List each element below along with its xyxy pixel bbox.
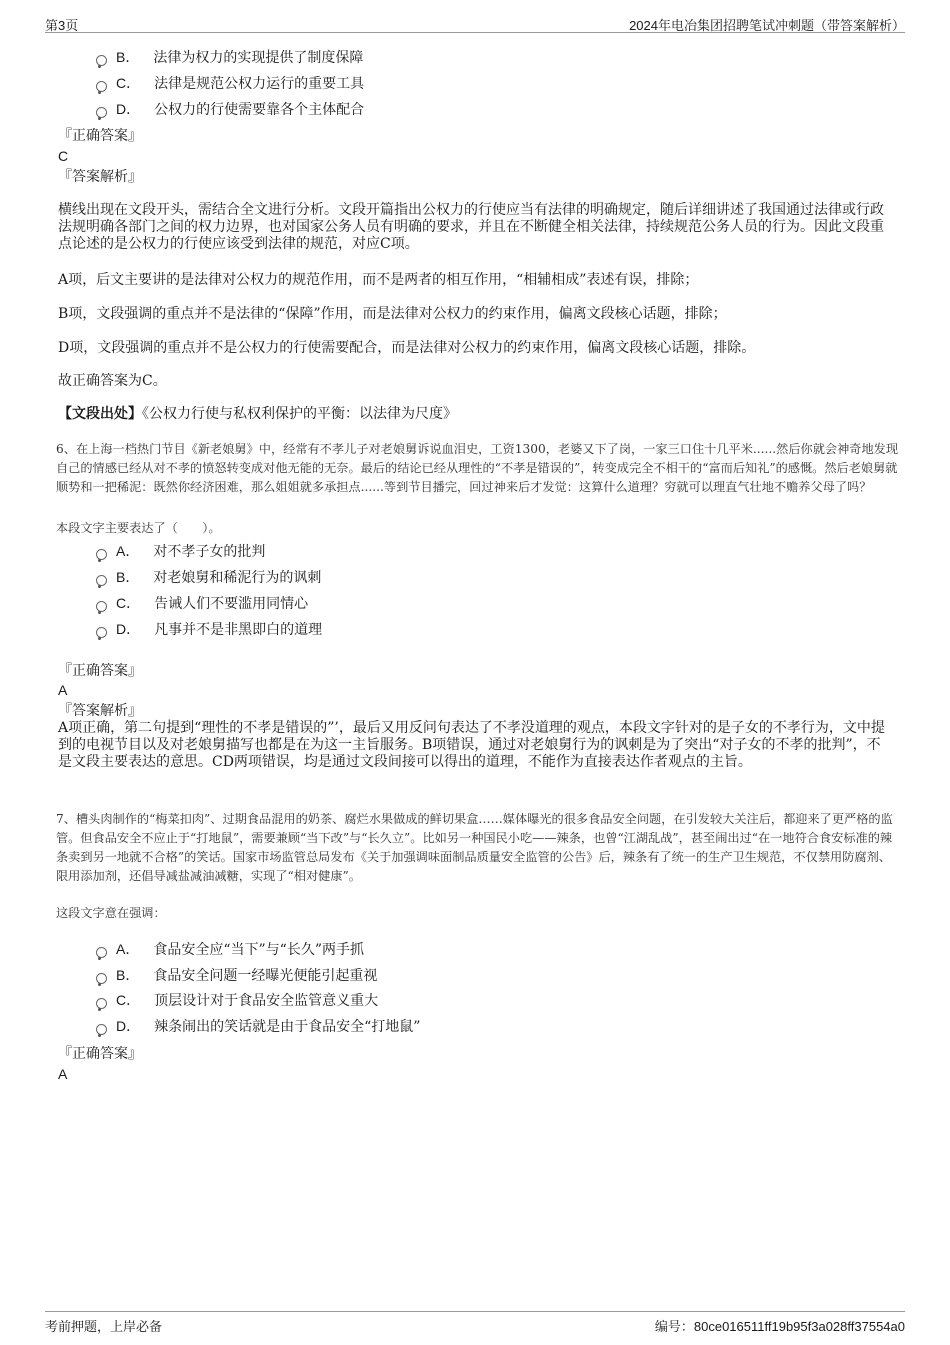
- radio-icon[interactable]: [96, 998, 107, 1009]
- q6-answer: A: [58, 682, 68, 698]
- q5-analysis-label: 『答案解析』: [58, 169, 142, 185]
- q5-answer: C: [58, 148, 69, 164]
- q5-analysis-option-d: D项，文段强调的重点并不是公权力的行使需要配合，而是法律对公权力的约束作用，偏离文段核心话题，排除。: [58, 340, 756, 356]
- q7-stem: 这段文字意在强调：: [56, 906, 166, 920]
- q7-option-b[interactable]: B． 食品安全问题一经曝光便能引起重视: [96, 965, 377, 985]
- q5-option-b[interactable]: B． 法律为权力的实现提供了制度保障: [96, 47, 363, 67]
- q7-option-a[interactable]: A． 食品安全应“当下”与“长久”两手抓: [96, 939, 364, 959]
- radio-icon[interactable]: [96, 575, 107, 586]
- q6-analysis-label: 『答案解析』: [58, 703, 142, 719]
- radio-icon[interactable]: [96, 947, 107, 958]
- q6-option-c[interactable]: C． 告诫人们不要滥用同情心: [96, 593, 308, 613]
- q5-option-c[interactable]: C． 法律是规范公权力运行的重要工具: [96, 73, 364, 93]
- q7-answer-label: 『正确答案』: [58, 1046, 142, 1062]
- radio-icon[interactable]: [96, 81, 107, 92]
- radio-icon[interactable]: [96, 549, 107, 560]
- q5-source: [58, 405, 457, 423]
- q6-option-b[interactable]: B． 对老娘舅和稀泥行为的讽刺: [96, 567, 321, 587]
- radio-icon[interactable]: [96, 627, 107, 638]
- radio-icon[interactable]: [96, 107, 107, 118]
- radio-icon[interactable]: [96, 1024, 107, 1035]
- q6-stem: 本段文字主要表达了（ ）。: [56, 521, 221, 535]
- q7-question: 7、槽头肉制作的“梅菜扣肉”、过期食品混用的奶茶、腐烂水果做成的鲜切果盒……媒体曝光的很多食品安全问题，在引发较大关注后，都迎来了更严格的监管。但食品安全不应止于“打地鼠”，需要兼顾“当下改”与“长久立”。比如另一种国民小吃——辣条，也曾“江湖乱战”，甚至闹出过“在一地符合食安标准的辣条卖到另一地就不合格”的笑话。国家市场监管总局发布《关于加强调味面制品质量安全监管的公告》后，辣条有了统一的生产卫生规范，不仅禁用防腐剂、限用添加剂，还倡导减盐减油减糖，实现了“相对健康”。: [56, 812, 893, 883]
- q5-analysis-paragraph: 横线出现在文段开头，需结合全文进行分析。文段开篇指出公权力的行使应当有法律的明确规定，随后详细讲述了我国通过法律或行政法规明确各部门之间的权力边界，也对国家公务人员有明确的要求，并且在不断健全相关法律，持续规范公务人员的行为。因此文段重点论述的是公权力的行使应该受到法律的规范，对应C项。: [58, 202, 884, 252]
- document-code: 编号：80ce016511ff19b95f3a028ff37554a0: [654, 1319, 905, 1334]
- document-title: 2024年电冶集团招聘笔试冲刺题（带答案解析）: [629, 18, 905, 33]
- q5-answer-label: 『正确答案』: [58, 128, 142, 144]
- source-title: 《公权力行使与私权利保护的平衡：以法律为尺度》: [142, 406, 457, 422]
- q5-option-d[interactable]: D． 公权力的行使需要靠各个主体配合: [96, 99, 364, 119]
- q7-option-d[interactable]: D． 辣条闹出的笑话就是由于食品安全“打地鼠”: [96, 1016, 420, 1036]
- q7-answer: A: [58, 1066, 68, 1082]
- page-footer: [45, 1311, 905, 1334]
- q6-analysis: A项正确，第二句提到“理性的不孝是错误的”’，最后又用反问句表达了不孝没道理的观点，本段文字针对的是子女的不孝行为，文中提到的电视节目以及对老娘舅描写也都是在为这一主旨服务。B项错误，通过对老娘舅行为的讽刺是为了突出“对子女的不孝的批判”，不是文段主要表达的意思。CD两项错误，均是通过文段间接可以得出的道理，不能作为直接表达作者观点的主旨。: [58, 720, 885, 770]
- page-header: [45, 14, 905, 33]
- radio-icon[interactable]: [96, 601, 107, 612]
- q7-option-c[interactable]: C． 顶层设计对于食品安全监管意义重大: [96, 990, 378, 1010]
- footer-slogan: 考前押题，上岸必备: [45, 1319, 163, 1334]
- source-prefix: 【文段出处】: [58, 406, 142, 422]
- q6-option-d[interactable]: D． 凡事并不是非黑即白的道理: [96, 619, 322, 639]
- q6-option-a[interactable]: A． 对不孝子女的批判: [96, 541, 265, 561]
- q5-analysis-conclusion: 故正确答案为C。: [58, 373, 167, 389]
- q6-answer-label: 『正确答案』: [58, 663, 142, 679]
- radio-icon[interactable]: [96, 55, 107, 66]
- q5-analysis-option-b: B项，文段强调的重点并不是法律的“保障”作用，而是法律对公权力的约束作用，偏离文段核心话题，排除；: [58, 306, 727, 322]
- q5-analysis-option-a: A项，后文主要讲的是法律对公权力的规范作用，而不是两者的相互作用，“相辅相成”表述有误，排除；: [58, 272, 699, 288]
- page-number: 第3页: [45, 18, 79, 33]
- q6-question: 6、在上海一档热门节目《新老娘舅》中，经常有不孝儿子对老娘舅诉说血泪史，工资1300，老婆又下了岗，一家三口住十几平米......然后你就会神奇地发现自己的情感已经从对不孝的愤怒转变成对他无能的无奈。最后的结论已经从理性的“不孝是错误的”，转变成完全不相干的“富而后知礼”的感慨。然后老娘舅就顺势和一把稀泥：既然你经济困难，那么姐姐就多承担点......等到节目播完，回过神来后才发觉：这算什么道理？穷就可以理直气壮地不赡养父母了吗？: [56, 442, 899, 494]
- radio-icon[interactable]: [96, 973, 107, 984]
